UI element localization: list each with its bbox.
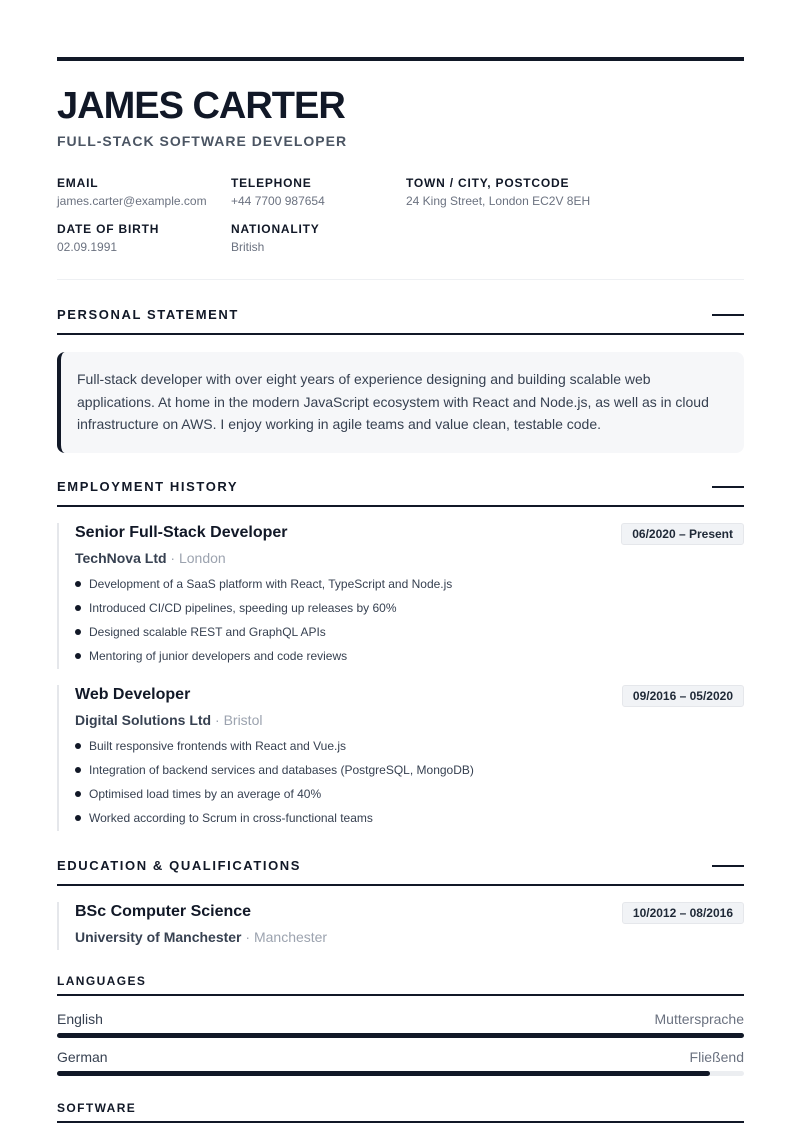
address-label: TOWN / CITY, POSTCODE <box>406 176 570 190</box>
dob-label: DATE OF BIRTH <box>57 222 160 236</box>
language-bar-fill <box>57 1071 710 1076</box>
company-name: Digital Solutions Ltd <box>75 712 212 728</box>
degree-title: BSc Computer Science <box>75 903 252 920</box>
list-item: Built responsive frontends with React and Vue.js <box>75 738 744 754</box>
list-item: Development of a SaaS platform with React, TypeScript and Node.js <box>75 576 744 592</box>
language-level: Muttersprache <box>654 1011 744 1027</box>
collapse-dash-icon <box>712 865 744 867</box>
date-badge: 10/2012 – 08/2016 <box>622 902 744 924</box>
company-name: TechNova Ltd <box>75 550 167 566</box>
contact-nationality <box>231 221 320 255</box>
nationality-value: British <box>231 240 265 254</box>
date-badge: 06/2020 – Present <box>621 523 744 545</box>
section-languages <box>57 974 744 996</box>
list-item: Mentoring of junior developers and code reviews <box>75 648 744 664</box>
job-entry <box>57 685 744 831</box>
school-name: University of Manchester <box>75 929 242 945</box>
telephone-label: TELEPHONE <box>231 176 312 190</box>
job-title: Senior Full-Stack Developer <box>75 524 288 541</box>
contact-address <box>406 175 590 209</box>
education-entry <box>57 902 744 950</box>
section-education <box>57 858 744 886</box>
job-title: FULL-STACK SOFTWARE DEVELOPER <box>57 133 348 149</box>
language-name: English <box>57 1011 103 1027</box>
list-item: Worked according to Scrum in cross-functional teams <box>75 810 744 826</box>
job-bullets <box>75 576 744 664</box>
collapse-dash-icon <box>712 486 744 488</box>
separator: · <box>166 550 179 566</box>
section-title: LANGUAGES <box>57 974 147 988</box>
job-bullets <box>75 738 744 826</box>
job-title: Web Developer <box>75 686 191 703</box>
language-bar-track <box>57 1071 744 1076</box>
date-badge: 09/2016 – 05/2020 <box>622 685 744 707</box>
language-level: Fließend <box>689 1049 744 1065</box>
personal-statement-text: Full-stack developer with over eight years of experience designing and building scalable web applications. At home in the modern JavaScript ecosystem with React and Node.js, as well as in cloud infrastructure on AWS. I enjoy working in agile teams and value clean, testable code. <box>57 352 744 453</box>
address-value: 24 King Street, London EC2V 8EH <box>406 194 591 208</box>
language-bar-fill <box>57 1033 744 1038</box>
job-entry <box>57 523 744 669</box>
list-item: Introduced CI/CD pipelines, speeding up releases by 60% <box>75 600 744 616</box>
list-item: Optimised load times by an average of 40% <box>75 786 744 802</box>
separator: · <box>241 929 254 945</box>
nationality-label: NATIONALITY <box>231 222 320 236</box>
section-title: SOFTWARE <box>57 1101 137 1115</box>
contact-telephone <box>231 175 325 209</box>
email-value: james.carter@example.com <box>57 194 207 208</box>
job-location: London <box>178 550 226 566</box>
school-location: Manchester <box>253 929 328 945</box>
email-label: EMAIL <box>57 176 99 190</box>
section-personal-statement <box>57 307 744 335</box>
candidate-name: JAMES CARTER <box>57 85 345 127</box>
separator: · <box>211 712 224 728</box>
language-bar-track <box>57 1033 744 1038</box>
education-institution <box>75 928 744 946</box>
job-employer <box>75 711 744 729</box>
top-rule <box>57 57 744 61</box>
contact-details <box>57 175 744 263</box>
contact-email <box>57 175 207 209</box>
section-software <box>57 1101 744 1123</box>
job-location: Bristol <box>223 712 263 728</box>
telephone-value: +44 7700 987654 <box>231 194 325 208</box>
language-name: German <box>57 1049 108 1065</box>
list-item: Integration of backend services and databases (PostgreSQL, MongoDB) <box>75 762 744 778</box>
job-employer <box>75 549 744 567</box>
section-title: PERSONAL STATEMENT <box>57 307 239 322</box>
divider <box>57 279 744 280</box>
section-title: EDUCATION & QUALIFICATIONS <box>57 858 302 873</box>
dob-value: 02.09.1991 <box>57 240 118 254</box>
section-title: EMPLOYMENT HISTORY <box>57 479 239 494</box>
list-item: Designed scalable REST and GraphQL APIs <box>75 624 744 640</box>
section-employment-history <box>57 479 744 507</box>
contact-dob <box>57 221 159 255</box>
collapse-dash-icon <box>712 314 744 316</box>
